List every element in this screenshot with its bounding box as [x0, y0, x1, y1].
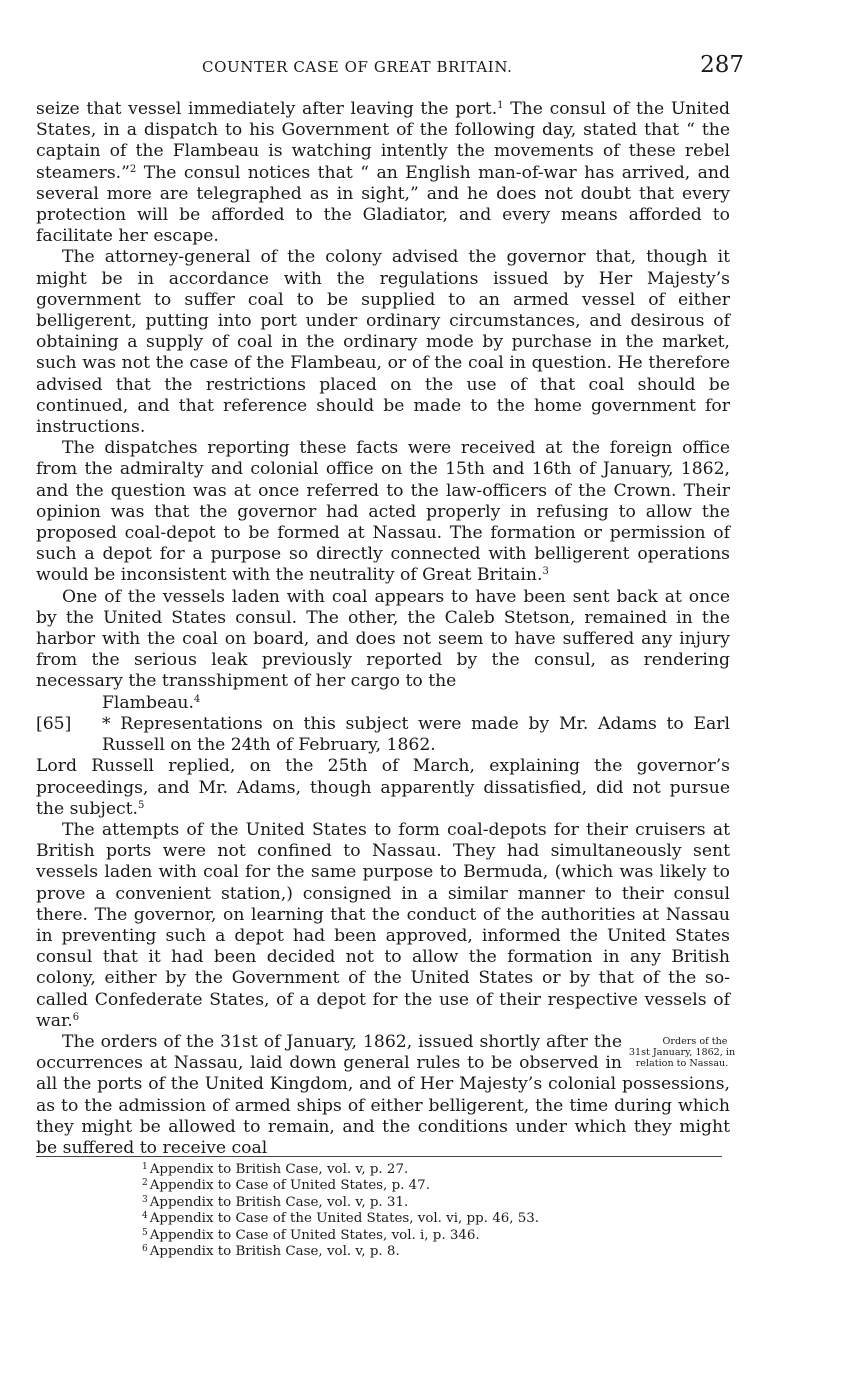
footnote-4: $^4$ Appendix to Case of the United States, vol. vi, pp. 46, 53. — [142, 1211, 540, 1227]
running-head: COUNTER CASE OF GREAT BRITAIN. — [202, 58, 513, 76]
paragraph-4-end: Flambeau.$^4$ — [102, 692, 201, 713]
footnote-2: $^2$ Appendix to Case of United States, p. 47. — [142, 1178, 430, 1194]
paragraph-3: The dispatches reporting these facts were received at the foreign office from the admiralty and colonial office on the 15th and 16th of January, 1862, and the question was at once referred to the law-officers of the Crown. Their opinion was that the governor had acted properly in refusing to allow the proposed coal-depot to be formed at Nassau. The formation or permission of such a depot for a purpose so directly connected with belligerent operations would be inconsistent with the neutrality of Great Britain.$^3$ — [36, 438, 730, 586]
page-header — [36, 52, 744, 82]
body-text — [36, 99, 736, 1159]
footnote-ref-4: 4 — [193, 693, 201, 705]
paragraph-7: Orders of the 31st January, 1862, in relation to Nassau. The orders of the 31st of January, 1862, issued shortly after the occurrences at Nassau, laid down general rules to be observed in all the ports of the United Kingdom, and of Her Majesty’s colonial possessions, as to the admission of armed ships of either belligerent, the time during which they might be allowed to remain, and the conditions under which they might be suffered to receive coal — [36, 1031, 736, 1158]
paragraph-6: The attempts of the United States to form coal-depots for their cruisers at British ports were not confined to Nassau. They had simultaneously sent vessels laden with coal for the same purpose to Bermuda, (which was likely to prove a convenient station,) consigned in a similar manner to their consul there. The governor, on learning that the conduct of the authorities at Nassau in preventing such a depot had been approved, informed the United States consul that it had been decided not to allow the formation in any British colony, either by the Government of the United States or by that of the so-called Confederate States, of a depot for the use of their respective vessels of war.$^6$ — [36, 819, 730, 1031]
margin-note: Orders of the 31st January, 1862, in relation to Nassau. — [628, 1035, 736, 1069]
footnote-5: $^5$ Appendix to Case of United States, vol. i, p. 346. — [142, 1227, 480, 1243]
footnote-ref-1: 1 — [497, 100, 504, 111]
footnote-1: $^1$ Appendix to British Case, vol. v, p. 27. — [142, 1162, 409, 1177]
footnotes — [142, 1162, 539, 1260]
page-marker-row — [36, 714, 730, 820]
paragraph-2: The attorney-general of the colony advised the governor that, though it might be in accordance with the regulations issued by Her Majesty’s government to suffer coal to be supplied to an armed vessel of either belligerent, putting into port under ordinary circumstances, and desirous of obtaining a supply of coal in the ordinary mode by purchase in the market, such was not the case of the Flambeau, or of the coal in question. He therefore advised that the restrictions placed on the use of that coal should be continued, and that reference should be made to the home government for instructions. — [36, 247, 730, 438]
footnote-ref-6: 6 — [72, 1011, 80, 1023]
footnote-ref-3: 3 — [542, 566, 549, 578]
footnote-ref-2: 2 — [129, 163, 137, 175]
footnote-ref-5: 5 — [138, 799, 145, 811]
footnote-6: $^6$ Appendix to British Case, vol. v, p. 8. — [142, 1244, 400, 1260]
paragraph-1: seize that vessel immediately after leaving the port.$^1$ The consul of the United States, in a dispatch to his Government of the following day, stated that “ the captain of the Flambeau is watching intently the movements of these rebel steamers.”$^2$ The consul notices that “ an English man-of-war has arrived, and several more are telegraphed as in sight,” and he does not doubt that every protection will be afforded to the Gladiator, and every means afforded to facilitate her escape. — [36, 99, 730, 247]
footnote-3: $^3$ Appendix to British Case, vol. v, p. 31. — [142, 1194, 409, 1210]
paragraph-5: * Representations on this subject were made by Mr. Adams to Earl Russell on the 24th of February, 1862. Lord Russell replied, on the 25th of March, explaining the governor’s proceedings, and Mr. Adams, though apparently dissatisfied, did not pursue the subject.$^5$ — [36, 713, 730, 819]
footnote-divider — [36, 1156, 722, 1157]
page-marker: [65] — [36, 713, 72, 734]
page-number: 287 — [700, 52, 744, 78]
paragraph-4: One of the vessels laden with coal appears to have been sent back at once by the United States consul. The other, the Caleb Stetson, remained in the harbor with the coal on board, and does not seem to have suffered any injury from the serious leak previously reported by the consul, as rendering necessary the transshipment of her cargo to the — [36, 586, 730, 692]
